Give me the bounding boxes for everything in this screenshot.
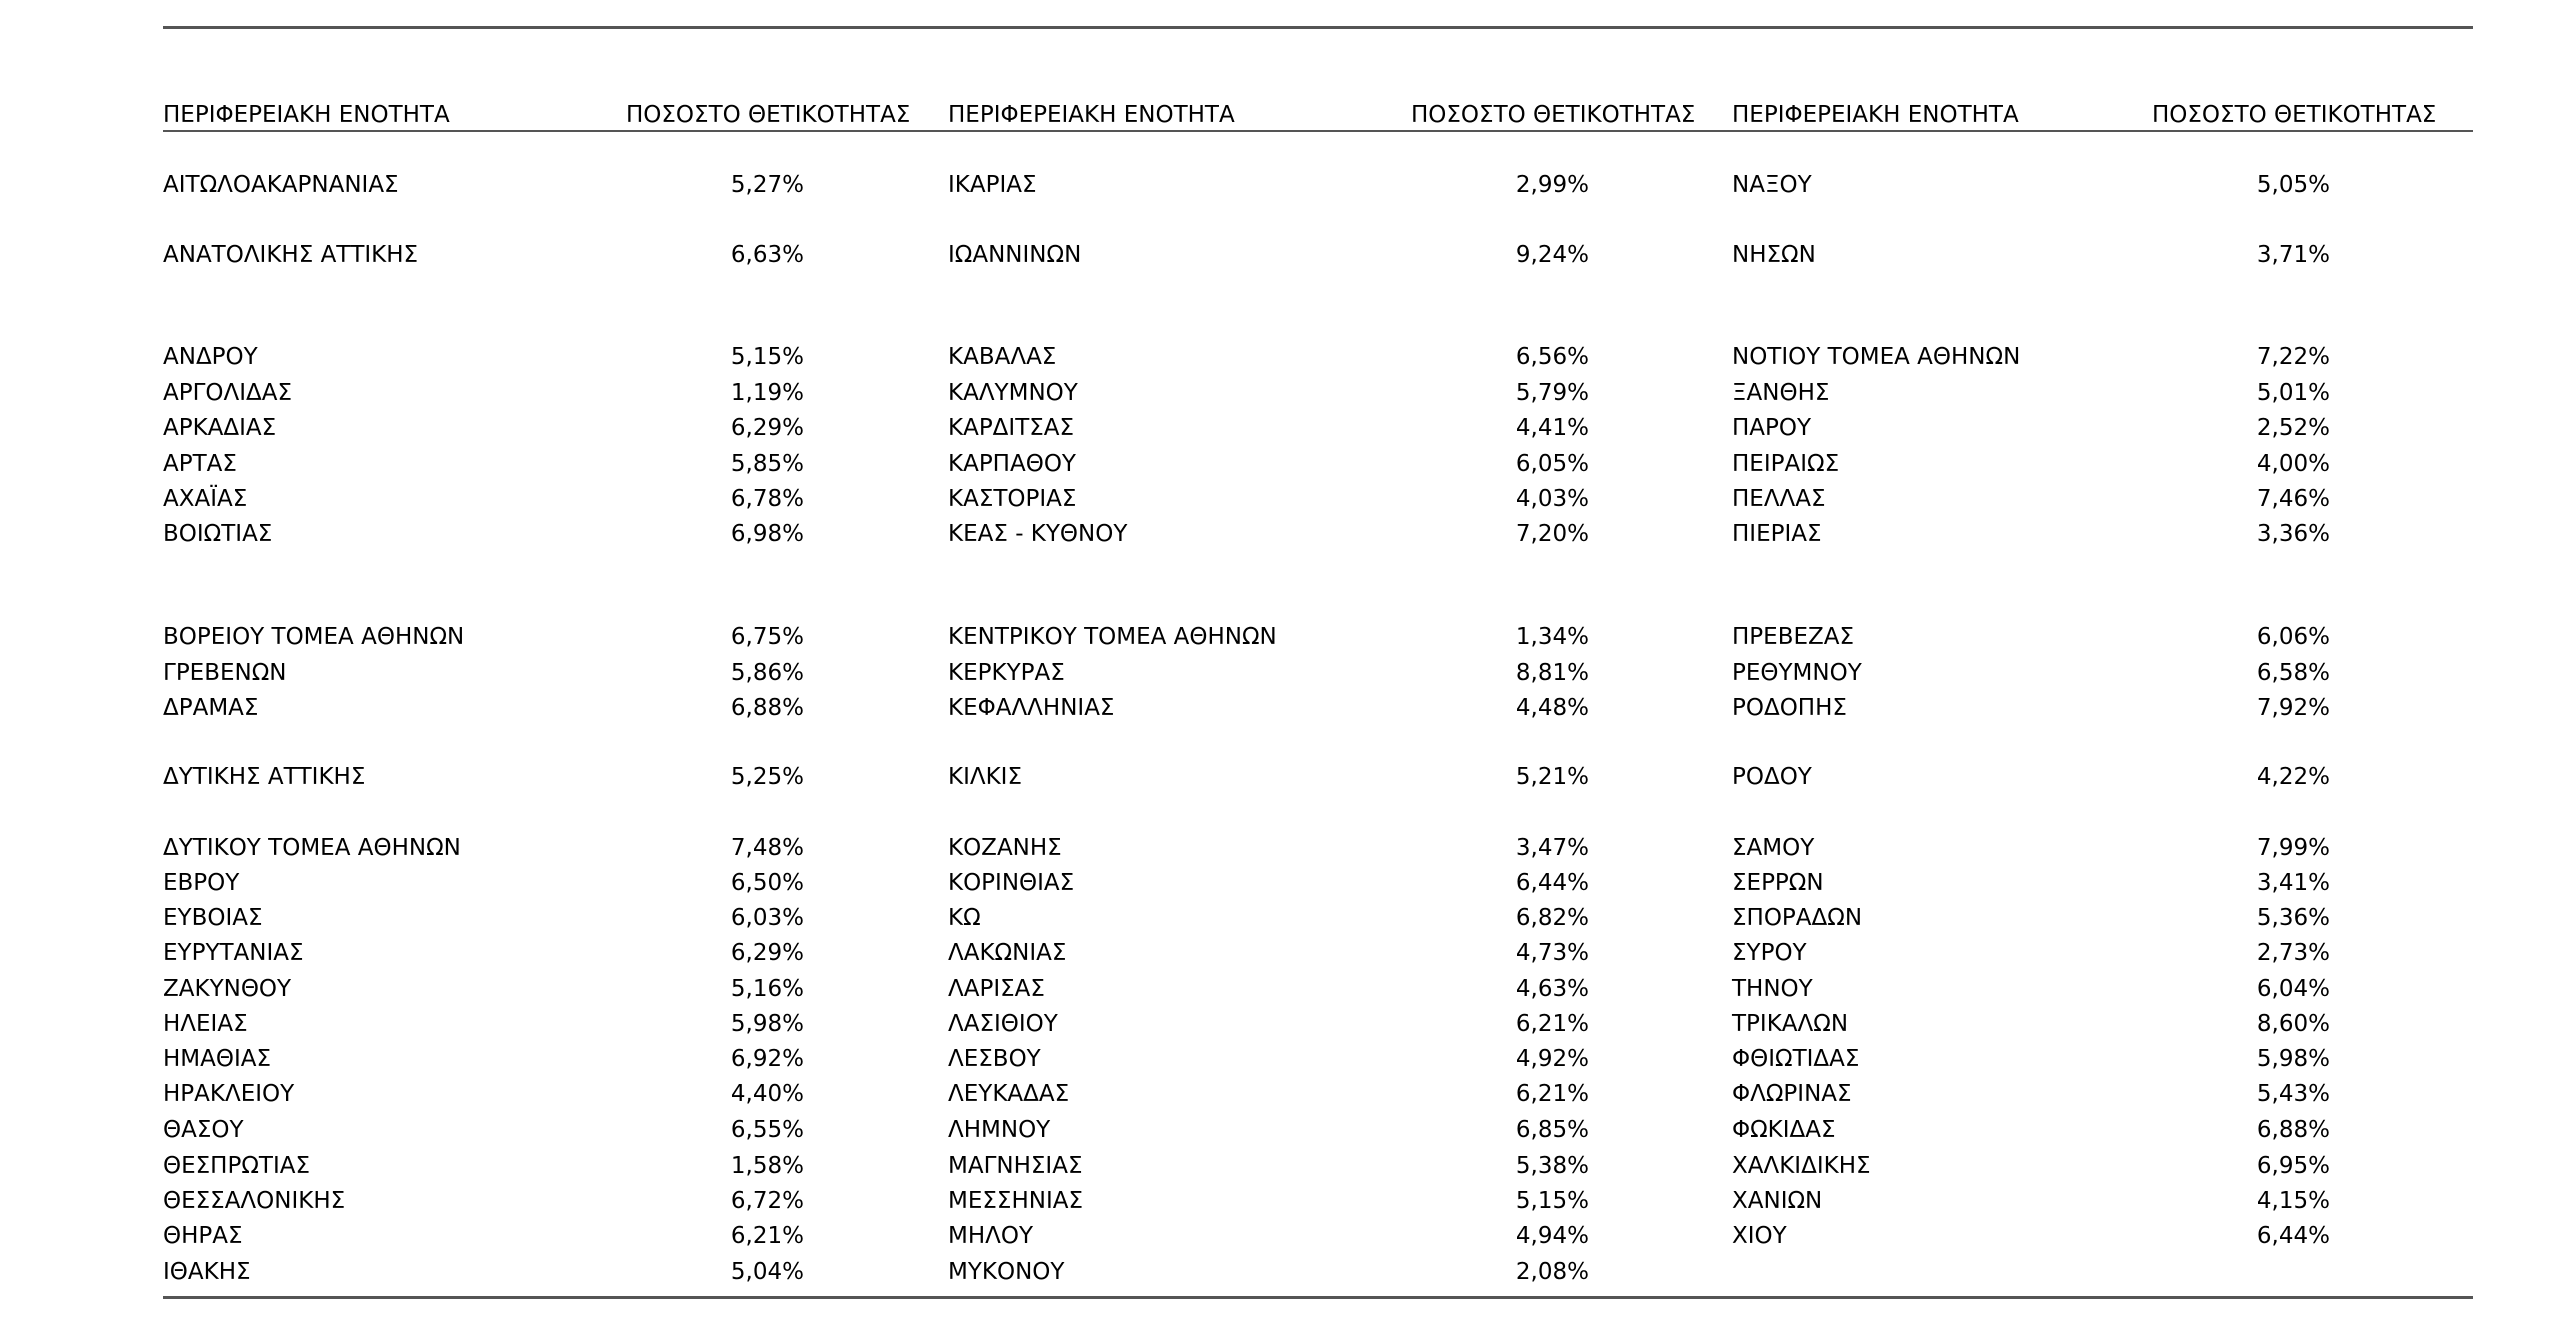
header-rule [163,130,2473,132]
positivity-value: 6,21% [730,1223,804,1249]
positivity-value: 6,78% [730,486,804,512]
positivity-value: 3,41% [2256,870,2330,896]
positivity-value: 3,71% [2256,242,2330,268]
positivity-value: 4,00% [2256,451,2330,477]
region-name: ΣΑΜΟΥ [1732,835,1815,861]
positivity-value: 6,44% [1515,870,1589,896]
positivity-value: 5,98% [2256,1046,2330,1072]
top-rule [163,26,2473,29]
positivity-value: 1,19% [730,380,804,406]
col2-positivity-header: ΠΟΣΟΣΤΟ ΘΕΤΙΚΟΤΗΤΑΣ [1411,102,1696,128]
positivity-value: 5,21% [1515,764,1589,790]
positivity-value: 4,94% [1515,1223,1589,1249]
positivity-value: 4,22% [2256,764,2330,790]
region-name: ΛΑΣΙΘΙΟΥ [948,1011,1058,1037]
positivity-value: 8,60% [2256,1011,2330,1037]
positivity-value: 2,73% [2256,940,2330,966]
region-name: ΦΛΩΡΙΝΑΣ [1732,1081,1852,1107]
region-name: ΧΑΛΚΙΔΙΚΗΣ [1732,1153,1871,1179]
region-name: ΤΗΝΟΥ [1732,976,1813,1002]
positivity-value: 5,79% [1515,380,1589,406]
region-name: ΣΥΡΟΥ [1732,940,1807,966]
region-name: ΑΝΑΤΟΛΙΚΗΣ ΑΤΤΙΚΗΣ [163,242,419,268]
region-name: ΣΠΟΡΑΔΩΝ [1732,905,1863,931]
region-name: ΧΙΟΥ [1732,1223,1787,1249]
positivity-value: 5,25% [730,764,804,790]
region-name: ΚΟΡΙΝΘΙΑΣ [948,870,1075,896]
positivity-value: 2,52% [2256,415,2330,441]
region-name: ΚΑΒΑΛΑΣ [948,344,1057,370]
region-name: ΠΕΙΡΑΙΩΣ [1732,451,1840,477]
region-name: ΡΕΘΥΜΝΟΥ [1732,660,1862,686]
region-name: ΧΑΝΙΩΝ [1732,1188,1823,1214]
region-name: ΞΑΝΘΗΣ [1732,380,1830,406]
region-name: ΚΑΛΥΜΝΟΥ [948,380,1078,406]
positivity-value: 6,88% [2256,1117,2330,1143]
region-name: ΗΛΕΙΑΣ [163,1011,248,1037]
region-name: ΙΚΑΡΙΑΣ [948,172,1037,198]
positivity-value: 6,06% [2256,624,2330,650]
region-name: ΠΙΕΡΙΑΣ [1732,521,1822,547]
positivity-value: 7,99% [2256,835,2330,861]
positivity-value: 6,95% [2256,1153,2330,1179]
positivity-value: 5,43% [2256,1081,2330,1107]
region-name: ΑΡΓΟΛΙΔΑΣ [163,380,293,406]
region-name: ΒΟΡΕΙΟΥ ΤΟΜΕΑ ΑΘΗΝΩΝ [163,624,465,650]
positivity-value: 6,75% [730,624,804,650]
region-name: ΛΑΚΩΝΙΑΣ [948,940,1067,966]
region-name: ΝΗΣΩΝ [1732,242,1816,268]
region-name: ΖΑΚΥΝΘΟΥ [163,976,292,1002]
region-name: ΔΥΤΙΚΟΥ ΤΟΜΕΑ ΑΘΗΝΩΝ [163,835,461,861]
positivity-value: 6,04% [2256,976,2330,1002]
positivity-value: 7,22% [2256,344,2330,370]
region-name: ΗΡΑΚΛΕΙΟΥ [163,1081,295,1107]
region-name: ΦΩΚΙΔΑΣ [1732,1117,1836,1143]
region-name: ΛΑΡΙΣΑΣ [948,976,1045,1002]
positivity-value: 5,15% [1515,1188,1589,1214]
positivity-value: 5,86% [730,660,804,686]
region-name: ΚΕΑΣ - ΚΥΘΝΟΥ [948,521,1128,547]
positivity-value: 5,98% [730,1011,804,1037]
col3-region-header: ΠΕΡΙΦΕΡΕΙΑΚΗ ΕΝΟΤΗΤΑ [1732,102,2019,128]
region-name: ΚΑΣΤΟΡΙΑΣ [948,486,1077,512]
region-name: ΘΕΣΠΡΩΤΙΑΣ [163,1153,311,1179]
positivity-value: 6,50% [730,870,804,896]
positivity-value: 5,16% [730,976,804,1002]
region-name: ΑΙΤΩΛΟΑΚΑΡΝΑΝΙΑΣ [163,172,399,198]
positivity-value: 6,56% [1515,344,1589,370]
positivity-value: 5,15% [730,344,804,370]
region-name: ΚΕΦΑΛΛΗΝΙΑΣ [948,695,1115,721]
region-name: ΕΥΒΟΙΑΣ [163,905,263,931]
positivity-value: 9,24% [1515,242,1589,268]
region-name: ΓΡΕΒΕΝΩΝ [163,660,287,686]
region-name: ΘΕΣΣΑΛΟΝΙΚΗΣ [163,1188,346,1214]
region-name: ΛΕΥΚΑΔΑΣ [948,1081,1070,1107]
region-name: ΕΥΡΥΤΑΝΙΑΣ [163,940,304,966]
positivity-value: 6,72% [730,1188,804,1214]
region-name: ΜΗΛΟΥ [948,1223,1034,1249]
region-name: ΤΡΙΚΑΛΩΝ [1732,1011,1849,1037]
positivity-value: 7,48% [730,835,804,861]
positivity-value: 7,46% [2256,486,2330,512]
col3-positivity-header: ΠΟΣΟΣΤΟ ΘΕΤΙΚΟΤΗΤΑΣ [2152,102,2437,128]
region-name: ΚΙΛΚΙΣ [948,764,1022,790]
col2-region-header: ΠΕΡΙΦΕΡΕΙΑΚΗ ΕΝΟΤΗΤΑ [948,102,1235,128]
positivity-value: 4,41% [1515,415,1589,441]
positivity-value: 6,05% [1515,451,1589,477]
region-name: ΚΕΡΚΥΡΑΣ [948,660,1065,686]
positivity-value: 3,47% [1515,835,1589,861]
positivity-value: 5,05% [2256,172,2330,198]
region-name: ΦΘΙΩΤΙΔΑΣ [1732,1046,1860,1072]
region-name: ΔΥΤΙΚΗΣ ΑΤΤΙΚΗΣ [163,764,366,790]
positivity-value: 6,88% [730,695,804,721]
region-name: ΠΕΛΛΑΣ [1732,486,1826,512]
region-name: ΚΑΡΔΙΤΣΑΣ [948,415,1075,441]
positivity-value: 6,44% [2256,1223,2330,1249]
region-name: ΛΕΣΒΟΥ [948,1046,1041,1072]
positivity-value: 6,21% [1515,1081,1589,1107]
positivity-value: 4,48% [1515,695,1589,721]
positivity-value: 5,27% [730,172,804,198]
region-name: ΣΕΡΡΩΝ [1732,870,1824,896]
positivity-value: 8,81% [1515,660,1589,686]
region-name: ΒΟΙΩΤΙΑΣ [163,521,273,547]
positivity-value: 4,92% [1515,1046,1589,1072]
region-name: ΘΑΣΟΥ [163,1117,244,1143]
region-name: ΝΑΞΟΥ [1732,172,1812,198]
region-name: ΕΒΡΟΥ [163,870,240,896]
positivity-value: 5,38% [1515,1153,1589,1179]
col1-region-header: ΠΕΡΙΦΕΡΕΙΑΚΗ ΕΝΟΤΗΤΑ [163,102,450,128]
positivity-value: 4,15% [2256,1188,2330,1214]
positivity-value: 6,58% [2256,660,2330,686]
region-name: ΑΝΔΡΟΥ [163,344,258,370]
positivity-value: 4,03% [1515,486,1589,512]
positivity-value: 6,85% [1515,1117,1589,1143]
positivity-value: 4,40% [730,1081,804,1107]
positivity-value: 2,08% [1515,1259,1589,1285]
positivity-value: 5,01% [2256,380,2330,406]
positivity-value: 5,85% [730,451,804,477]
positivity-value: 6,29% [730,940,804,966]
positivity-value: 6,03% [730,905,804,931]
positivity-value: 1,58% [730,1153,804,1179]
region-name: ΠΑΡΟΥ [1732,415,1812,441]
region-name: ΡΟΔΟΠΗΣ [1732,695,1847,721]
region-name: ΚΟΖΑΝΗΣ [948,835,1062,861]
region-name: ΔΡΑΜΑΣ [163,695,259,721]
positivity-value: 7,20% [1515,521,1589,547]
region-name: ΚΕΝΤΡΙΚΟΥ ΤΟΜΕΑ ΑΘΗΝΩΝ [948,624,1277,650]
region-name: ΚΑΡΠΑΘΟΥ [948,451,1076,477]
positivity-value: 6,92% [730,1046,804,1072]
positivity-value: 6,55% [730,1117,804,1143]
region-name: ΜΑΓΝΗΣΙΑΣ [948,1153,1083,1179]
region-name: ΜΥΚΟΝΟΥ [948,1259,1065,1285]
positivity-value: 6,98% [730,521,804,547]
positivity-value: 6,63% [730,242,804,268]
positivity-value: 4,73% [1515,940,1589,966]
positivity-value: 5,04% [730,1259,804,1285]
region-name: ΑΡΤΑΣ [163,451,237,477]
region-name: ΚΩ [948,905,981,931]
bottom-rule [163,1296,2473,1299]
positivity-value: 2,99% [1515,172,1589,198]
region-name: ΜΕΣΣΗΝΙΑΣ [948,1188,1083,1214]
positivity-value: 3,36% [2256,521,2330,547]
positivity-value: 6,29% [730,415,804,441]
positivity-value: 7,92% [2256,695,2330,721]
region-name: ΘΗΡΑΣ [163,1223,243,1249]
region-name: ΠΡΕΒΕΖΑΣ [1732,624,1855,650]
region-name: ΡΟΔΟΥ [1732,764,1812,790]
region-name: ΙΩΑΝΝΙΝΩΝ [948,242,1082,268]
col1-positivity-header: ΠΟΣΟΣΤΟ ΘΕΤΙΚΟΤΗΤΑΣ [626,102,911,128]
positivity-value: 5,36% [2256,905,2330,931]
positivity-value: 6,21% [1515,1011,1589,1037]
positivity-value: 4,63% [1515,976,1589,1002]
region-name: ΗΜΑΘΙΑΣ [163,1046,272,1072]
positivity-value: 6,82% [1515,905,1589,931]
positivity-value: 1,34% [1515,624,1589,650]
region-name: ΙΘΑΚΗΣ [163,1259,251,1285]
region-name: ΛΗΜΝΟΥ [948,1117,1051,1143]
region-name: ΑΡΚΑΔΙΑΣ [163,415,277,441]
region-name: ΑΧΑΪΑΣ [163,486,248,512]
region-name: ΝΟΤΙΟΥ ΤΟΜΕΑ ΑΘΗΝΩΝ [1732,344,2021,370]
